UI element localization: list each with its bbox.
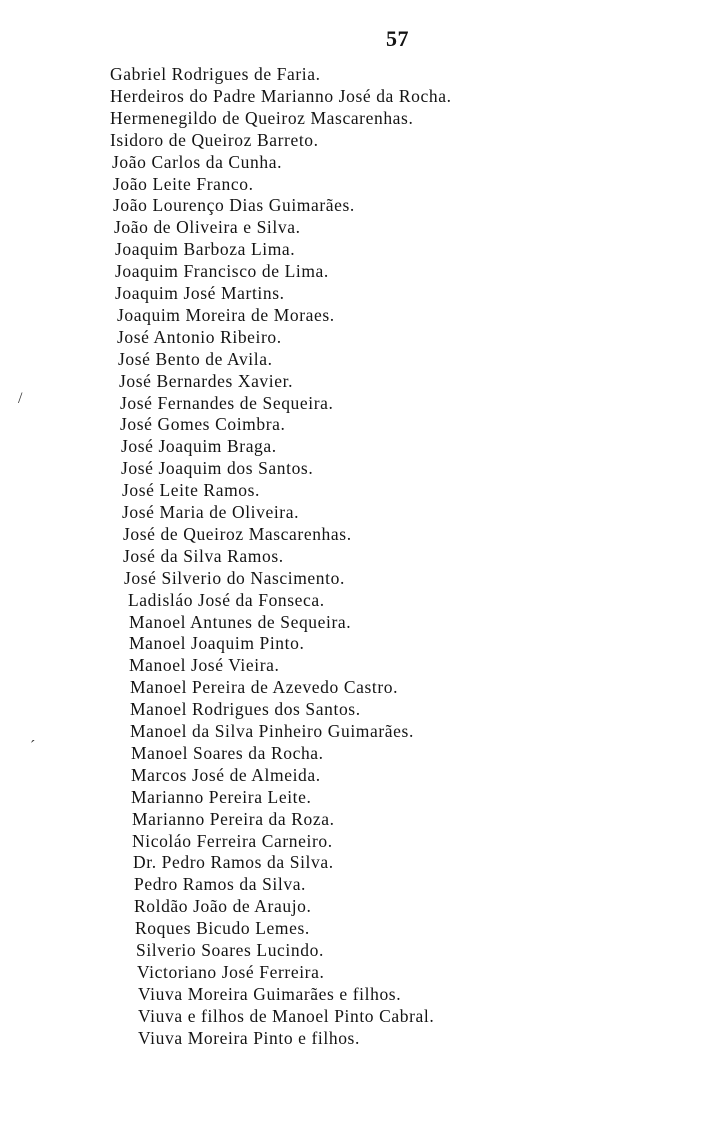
list-item: Manoel Soares da Rocha. — [131, 742, 324, 763]
list-item: José Antonio Ribeiro. — [117, 326, 282, 347]
list-item: Manoel Joaquim Pinto. — [129, 633, 305, 654]
list-item: José Joaquim dos Santos. — [121, 458, 314, 479]
list-item: Manoel Pereira de Azevedo Castro. — [130, 677, 399, 698]
list-item: Manoel José Vieira. — [129, 655, 280, 676]
margin-pencil-mark: ˊ — [30, 738, 36, 755]
list-item: José da Silva Ramos. — [123, 545, 284, 566]
list-item: Hermenegildo de Queiroz Mascarenhas. — [110, 107, 414, 128]
list-item: João Leite Franco. — [113, 173, 254, 194]
list-item: Isidoro de Queiroz Barreto. — [110, 129, 319, 150]
list-item: Joaquim Barboza Lima. — [115, 239, 296, 260]
list-item: José Silverio do Nascimento. — [124, 567, 345, 588]
list-item: José Bernardes Xavier. — [119, 370, 294, 391]
list-item: José Gomes Coimbra. — [120, 414, 286, 435]
list-item: Viuva e filhos de Manoel Pinto Cabral. — [138, 1005, 435, 1026]
list-item: Viuva Moreira Pinto e filhos. — [138, 1027, 360, 1048]
list-item: Viuva Moreira Guimarães e filhos. — [138, 983, 402, 1004]
list-item: Joaquim José Martins. — [115, 283, 285, 303]
list-item: Ladisláo José da Fonseca. — [128, 589, 325, 610]
list-item: Manoel da Silva Pinheiro Guimarães. — [130, 721, 414, 741]
list-item: Manoel Antunes de Sequeira. — [129, 611, 352, 632]
list-item: Pedro Ramos da Silva. — [134, 874, 307, 895]
list-item: Dr. Pedro Ramos da Silva. — [133, 852, 334, 873]
list-item: Roques Bicudo Lemes. — [135, 918, 310, 939]
list-item: José Fernandes de Sequeira. — [120, 392, 334, 413]
page-number: 57 — [386, 26, 409, 51]
list-item: Marianno Pereira da Roza. — [132, 808, 335, 829]
list-item: Joaquim Francisco de Lima. — [115, 261, 329, 282]
list-item: Gabriel Rodrigues de Faria. — [110, 64, 321, 84]
list-item: Victoriano José Ferreira. — [137, 961, 325, 982]
list-item: Marcos José de Almeida. — [131, 764, 321, 785]
list-item: Silverio Soares Lucindo. — [136, 940, 324, 960]
list-item: Nicoláo Ferreira Carneiro. — [132, 830, 333, 851]
list-item: José Bento de Avila. — [118, 348, 273, 369]
list-item: João Lourenço Dias Guimarães. — [113, 195, 355, 216]
list-item: José Leite Ramos. — [122, 480, 261, 501]
list-item: Herdeiros do Padre Marianno José da Rocha. — [110, 85, 452, 106]
list-item: José de Queiroz Mascarenhas. — [123, 523, 352, 544]
margin-pencil-mark: / — [18, 390, 23, 407]
list-item: Joaquim Moreira de Moraes. — [117, 304, 335, 325]
list-item: João Carlos da Cunha. — [112, 151, 283, 172]
list-item: Roldão João de Araujo. — [134, 896, 312, 917]
list-item: José Joaquim Braga. — [121, 436, 277, 457]
list-item: Marianno Pereira Leite. — [131, 786, 312, 807]
list-item: José Maria de Oliveira. — [122, 502, 300, 522]
list-item: Manoel Rodrigues dos Santos. — [130, 699, 361, 720]
list-item: João de Oliveira e Silva. — [114, 217, 301, 238]
